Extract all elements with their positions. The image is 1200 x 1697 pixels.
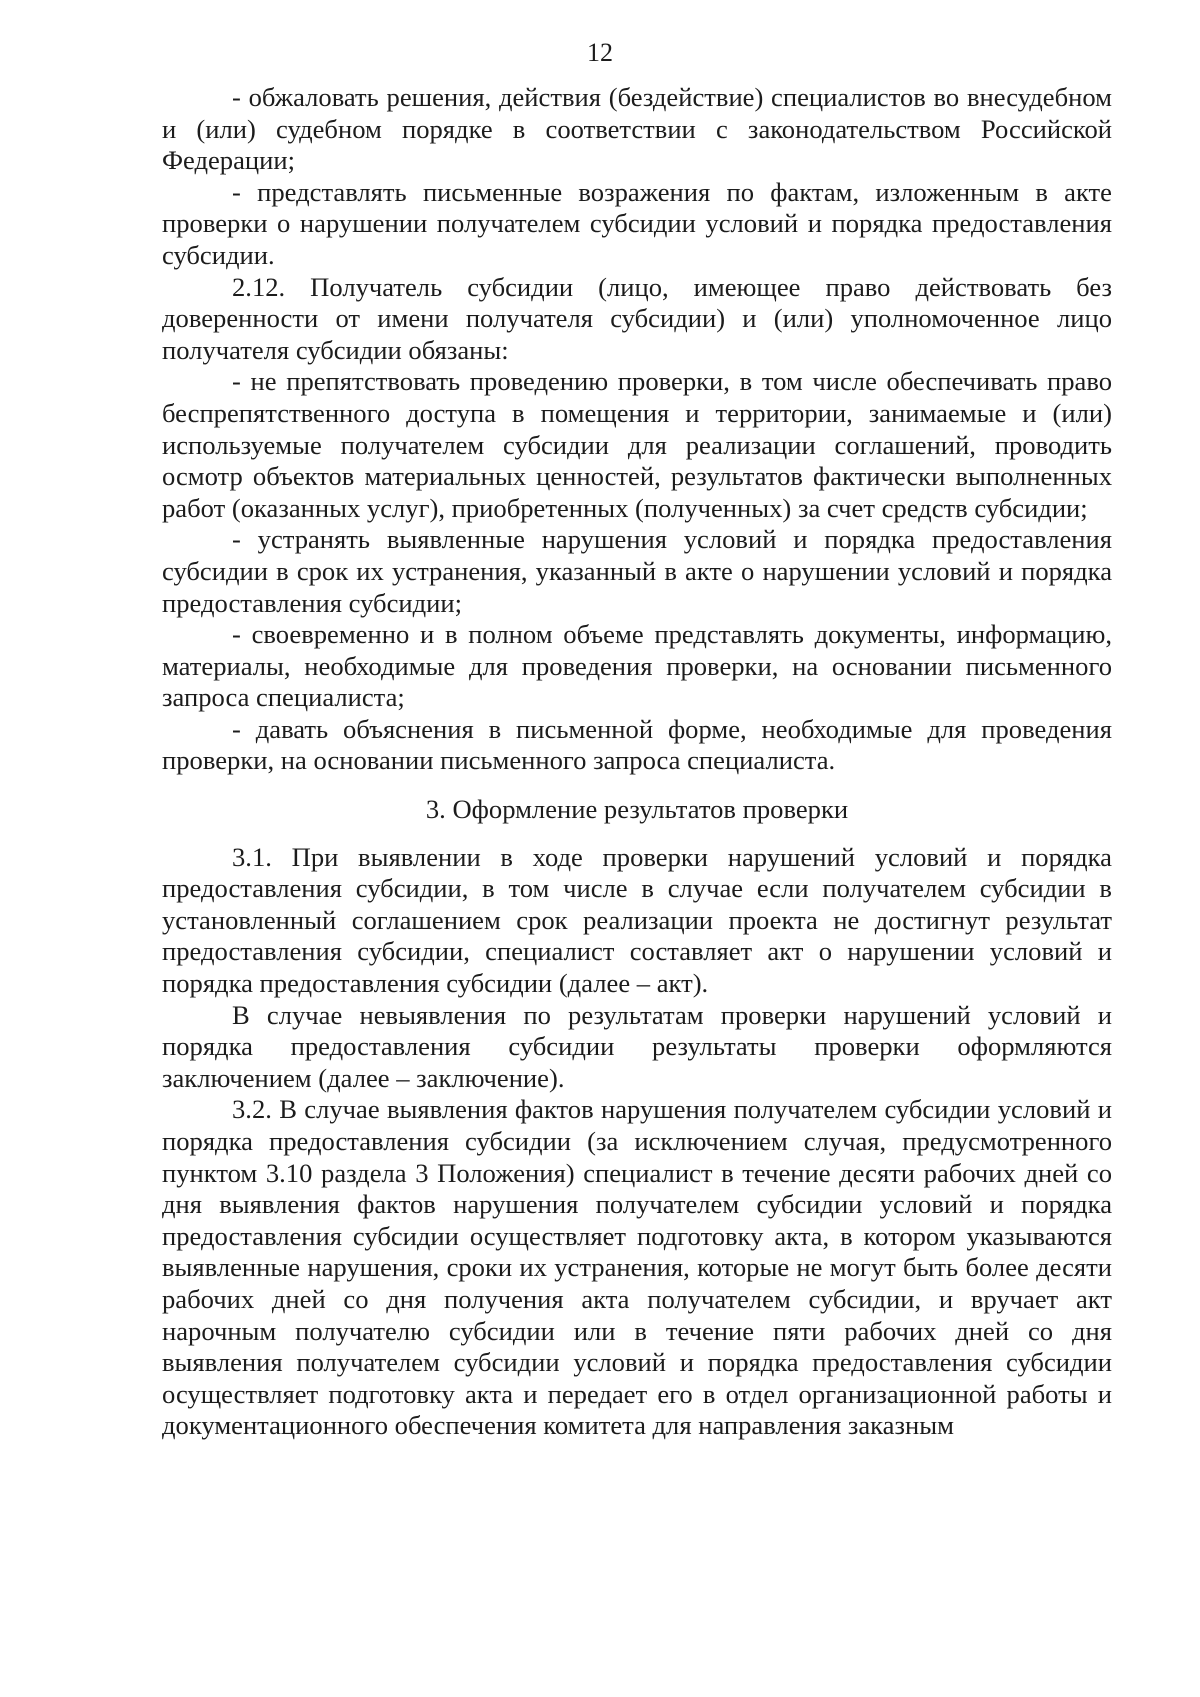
document-body: [162, 82, 1112, 1442]
paragraph-submit-documents: - своевременно и в полном объеме представлять документы, информацию, материалы, необходимые для проведения проверки, на основании письменного запроса специалиста;: [162, 619, 1112, 713]
paragraph-objections-right: - представлять письменные возражения по фактам, изложенным в акте проверки о нарушении получателем субсидии условий и порядка предоставления субсидии.: [162, 176, 1112, 270]
paragraph-3-1: 3.1. При выявлении в ходе проверки нарушений условий и порядка предоставления субсидии, в том числе в случае если получателем субсидии в установленный соглашением срок реализации проекта не достигнут результат предоставления субсидии, специалист составляет акт о нарушении условий и порядка предоставления субсидии (далее – акт).: [162, 841, 1112, 999]
paragraph-no-obstruction: - не препятствовать проведению проверки, в том числе обеспечивать право беспрепятственного доступа в помещения и территории, занимаемые и (или) используемые получателем субсидии для реализации соглашений, проводить осмотр объектов материальных ценностей, результатов фактически выполненных работ (оказанных услуг), приобретенных (полученных) за счет средств субсидии;: [162, 366, 1112, 523]
paragraph-3-2: 3.2. В случае выявления фактов нарушения получателем субсидии условий и порядка предоставления субсидии (за исключением случая, предусмотренного пунктом 3.10 раздела 3 Положения) специалист в течение десяти рабочих дней со дня выявления фактов нарушения получателем субсидии условий и порядка предоставления субсидии осуществляет подготовку акта, в котором указываются выявленные нарушения, сроки их устранения, которые не могут быть более десяти рабочих дней со дня получения акта получателем субсидии, и вручает акт нарочным получателю субсидии или в течение пяти рабочих дней со дня выявления получателем субсидии условий и порядка предоставления субсидии осуществляет подготовку акта и передает его в отдел организационной работы и документационного обеспечения комитета для направления заказным: [162, 1094, 1112, 1441]
section-heading: 3. Оформление результатов проверки: [425, 794, 849, 825]
paragraph-no-violations-conclusion: В случае невыявления по результатам проверки нарушений условий и порядка предоставления субсидии результаты проверки оформляются заключением (далее – заключение).: [162, 999, 1112, 1093]
paragraph-give-explanations: - давать объяснения в письменной форме, необходимые для проведения проверки, на основании письменного запроса специалиста.: [162, 713, 1112, 776]
paragraph-eliminate-violations: - устранять выявленные нарушения условий и порядка предоставления субсидии в срок их устранения, указанный в акте о нарушении условий и порядка предоставления субсидии;: [162, 524, 1112, 618]
page-number: 12: [587, 38, 613, 67]
paragraph-appeal-right: - обжаловать решения, действия (бездействие) специалистов во внесудебном и (или) судебном порядке в соответствии с законодательством Российской Федерации;: [162, 82, 1112, 176]
paragraph-2-12-obligations: 2.12. Получатель субсидии (лицо, имеющее право действовать без доверенности от имени получателя субсидии) и (или) уполномоченное лицо получателя субсидии обязаны:: [162, 271, 1112, 365]
